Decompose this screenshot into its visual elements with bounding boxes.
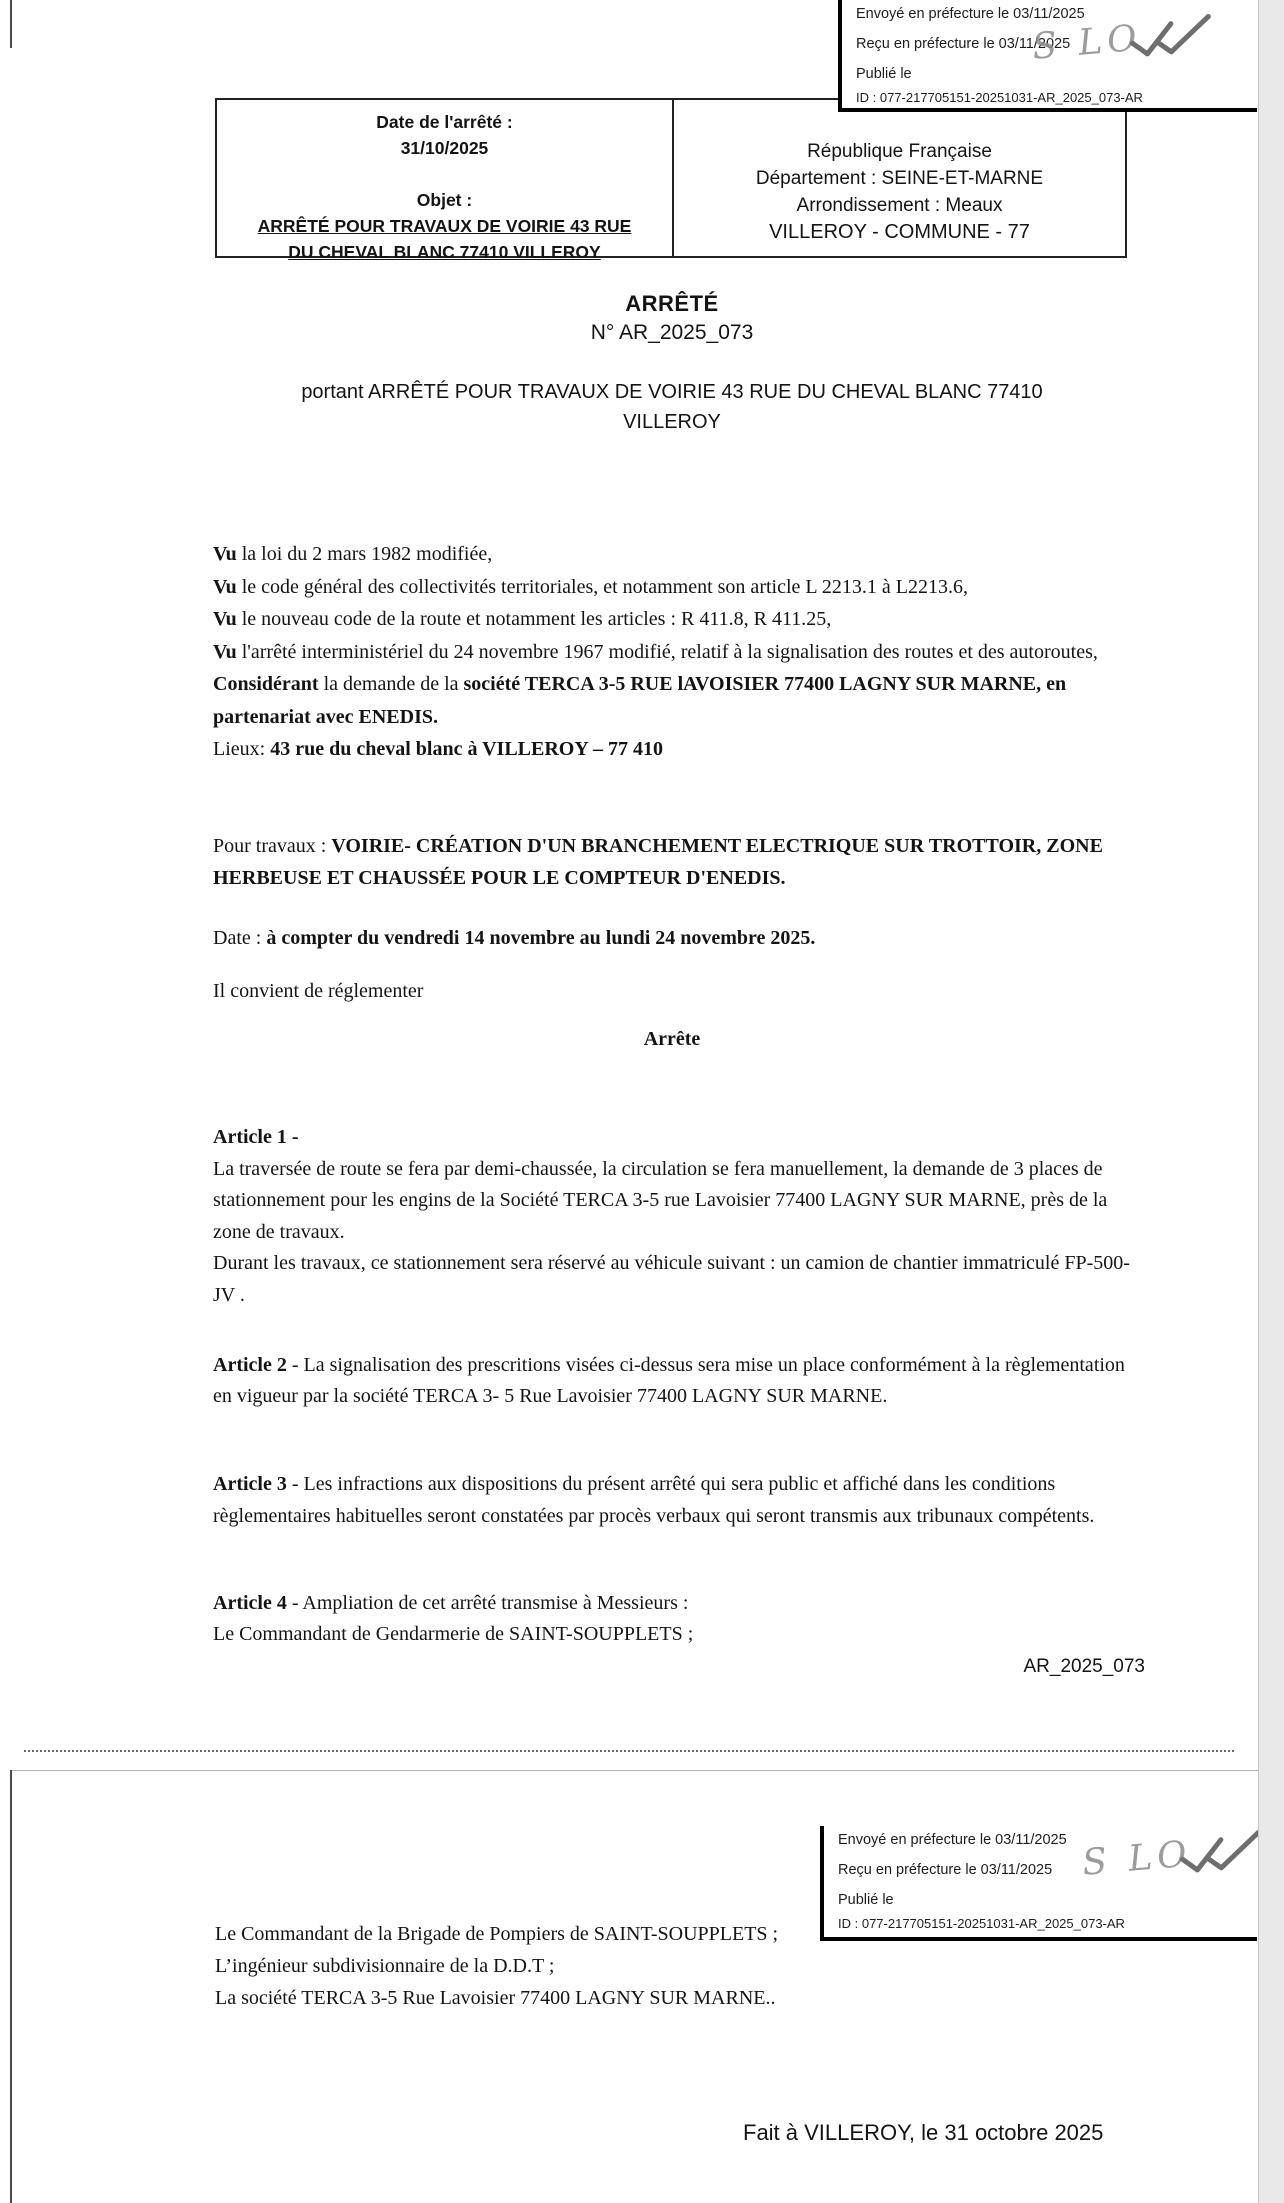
recipient-line: L’ingénieur subdivisionnaire de la D.D.T ; — [215, 1955, 555, 1977]
signature-text: S LO — [1030, 16, 1144, 68]
commune-line: VILLEROY - COMMUNE - 77 — [769, 221, 1030, 243]
location-value: 43 rue du cheval blanc à VILLEROY – 77 410 — [270, 738, 664, 760]
objet-line1: ARRÊTÉ POUR TRAVAUX DE VOIRIE 43 RUE — [257, 216, 632, 236]
header-left-cell — [217, 100, 674, 262]
article-3 — [213, 1468, 1148, 1532]
date-line — [213, 922, 1148, 954]
arrondissement-line: Arrondissement : Meaux — [796, 195, 1003, 216]
location-line — [213, 733, 1148, 766]
article-2 — [213, 1350, 1148, 1412]
considering-line — [213, 668, 1148, 733]
subject-line2: VILLEROY — [623, 411, 721, 433]
recipient-line: Le Commandant de la Brigade de Pompiers de SAINT-SOUPPLETS ; — [215, 1923, 779, 1945]
article-3-heading: Article 3 — [213, 1473, 287, 1495]
stamp-sent-line: Envoyé en préfecture le 03/11/2025 — [856, 6, 1085, 22]
page-separator — [24, 1750, 1234, 1752]
objet-line2: DU CHEVAL BLANC 77410 VILLEROY — [288, 242, 601, 262]
stamp-published-line: Publié le — [856, 66, 912, 82]
recital-line — [213, 538, 1148, 571]
vu-lead: Vu — [213, 543, 237, 565]
article-2-text: - La signalisation des prescritions visées ci-dessus sera mise un place conformément à la règlementation en vigueur par la société TERCA 3- 5 Rue Lavoisier 77400 LAGNY SUR MARNE. — [213, 1354, 1125, 1407]
works-label: Pour travaux : — [213, 835, 332, 857]
department-line: Département : SEINE-ET-MARNE — [755, 168, 1044, 189]
objet-label: Objet : — [416, 190, 473, 210]
page1-left-edge — [10, 0, 12, 48]
article-1 — [213, 1122, 1148, 1311]
vu-text: le nouveau code de la route et notamment les articles : R 411.8, R 411.25, — [236, 608, 832, 630]
vu-text: le code général des collectivités territoriales, et notamment son article L 2213.1 à L2213.6, — [236, 575, 968, 598]
decree-word: Arrête — [643, 1028, 701, 1050]
article-3-text: - Les infractions aux dispositions du présent arrêté qui sera public et affiché dans les conditions règlementaires habituelles seront constatées par procès verbaux qui seront transmis aux tribunaux compétents. — [213, 1473, 1095, 1527]
date-arrete-value: 31/10/2025 — [400, 138, 489, 158]
signature-place-date: Fait à VILLEROY, le 31 octobre 2025 — [743, 2120, 1104, 2145]
recital-line — [213, 571, 1148, 604]
intro-line: Il convient de réglementer — [213, 980, 424, 1002]
stamp-id-line: ID : 077-217705151-20251031-AR_2025_073-AR — [838, 1916, 1125, 1931]
stamp-received-line: Reçu en préfecture le 03/11/2025 — [856, 36, 1071, 52]
recitals-block — [213, 538, 1148, 766]
vu-text: l'arrêté interministériel du 24 novembre 1967 modifié, relatif à la signalisation des routes et des autoroutes, — [236, 640, 1098, 663]
recital-line — [213, 636, 1148, 669]
page2-left-border — [10, 1770, 12, 2203]
recital-line — [213, 603, 1148, 636]
date-label: Date : — [213, 927, 267, 949]
check-doodle-icon — [1176, 1828, 1266, 1879]
article-1-body-p2: Durant les travaux, ce stationnement sera réservé au véhicule suivant : un camion de chantier immatriculé FP-500-JV . — [213, 1252, 1130, 1306]
article-4-line1 — [213, 1588, 1148, 1619]
vu-lead: Vu — [213, 608, 237, 630]
subject-line1: portant ARRÊTÉ POUR TRAVAUX DE VOIRIE 43 RUE DU CHEVAL BLANC 77410 — [301, 381, 1043, 403]
article-1-body-p1: La traversée de route se fera par demi-chaussée, la circulation se fera manuellement, la demande de 3 places de stationnement pour les engins de la Société TERCA 3-5 rue Lavoisier 77400 LAGNY SUR MARNE, près de la zone de travaux. — [213, 1157, 1108, 1243]
works-line — [213, 830, 1148, 894]
date-value: à compter du vendredi 14 novembre au lundi 24 novembre 2025. — [266, 927, 816, 949]
header-right-cell — [674, 100, 1125, 256]
header-spacer — [217, 161, 672, 187]
article-1-heading: Article 1 - — [213, 1126, 299, 1148]
vu-lead: Vu — [213, 640, 237, 663]
check-doodle-icon — [1126, 12, 1216, 63]
arrete-title: ARRÊTÉ — [625, 291, 719, 316]
article-4-recipient: Le Commandant de Gendarmerie de SAINT-SOUPPLETS ; — [213, 1623, 694, 1645]
arrete-subject — [213, 377, 1131, 437]
reference-number: AR_2025_073 — [1023, 1656, 1145, 1677]
considerant-text: la demande de la — [318, 673, 464, 695]
location-label: Lieux: — [213, 738, 271, 760]
article-4-heading: Article 4 — [213, 1592, 287, 1614]
page-right-gutter — [1258, 0, 1284, 2203]
works-value: VOIRIE- CRÉATION D'UN BRANCHEMENT ELECTRIQUE SUR TROTTOIR, ZONE HERBEUSE ET CHAUSSÉE POUR LE COMPTEUR D'ENEDIS. — [213, 835, 1103, 889]
vu-lead: Vu — [213, 575, 237, 598]
stamp-sent-line: Envoyé en préfecture le 03/11/2025 — [838, 1832, 1067, 1848]
article-4 — [213, 1588, 1148, 1650]
article-4-text: - Ampliation de cet arrêté transmise à Messieurs : — [286, 1592, 689, 1614]
article-2-heading: Article 2 — [213, 1354, 287, 1376]
considerant-lead: Considérant — [213, 673, 319, 695]
header-table — [215, 98, 1127, 262]
date-arrete-label: Date de l'arrêté : — [376, 112, 513, 132]
recipient-line: La société TERCA 3-5 Rue Lavoisier 77400 LAGNY SUR MARNE.. — [215, 1987, 776, 2009]
arrete-number: N° AR_2025_073 — [590, 321, 754, 344]
republic-line: République Française — [807, 141, 992, 162]
stamp-published-line: Publié le — [838, 1892, 894, 1908]
vu-text: la loi du 2 mars 1982 modifiée, — [236, 543, 493, 565]
signature-text: S LO — [1080, 1832, 1194, 1884]
page2-top-border — [10, 1770, 1258, 1771]
stamp-received-line: Reçu en préfecture le 03/11/2025 — [838, 1862, 1053, 1878]
stamp-id-line: ID : 077-217705151-20251031-AR_2025_073-AR — [856, 90, 1143, 105]
considerant-company: société TERCA 3-5 RUE lAVOISIER 77400 LAGNY SUR MARNE, en partenariat avec ENEDIS. — [213, 673, 1067, 728]
